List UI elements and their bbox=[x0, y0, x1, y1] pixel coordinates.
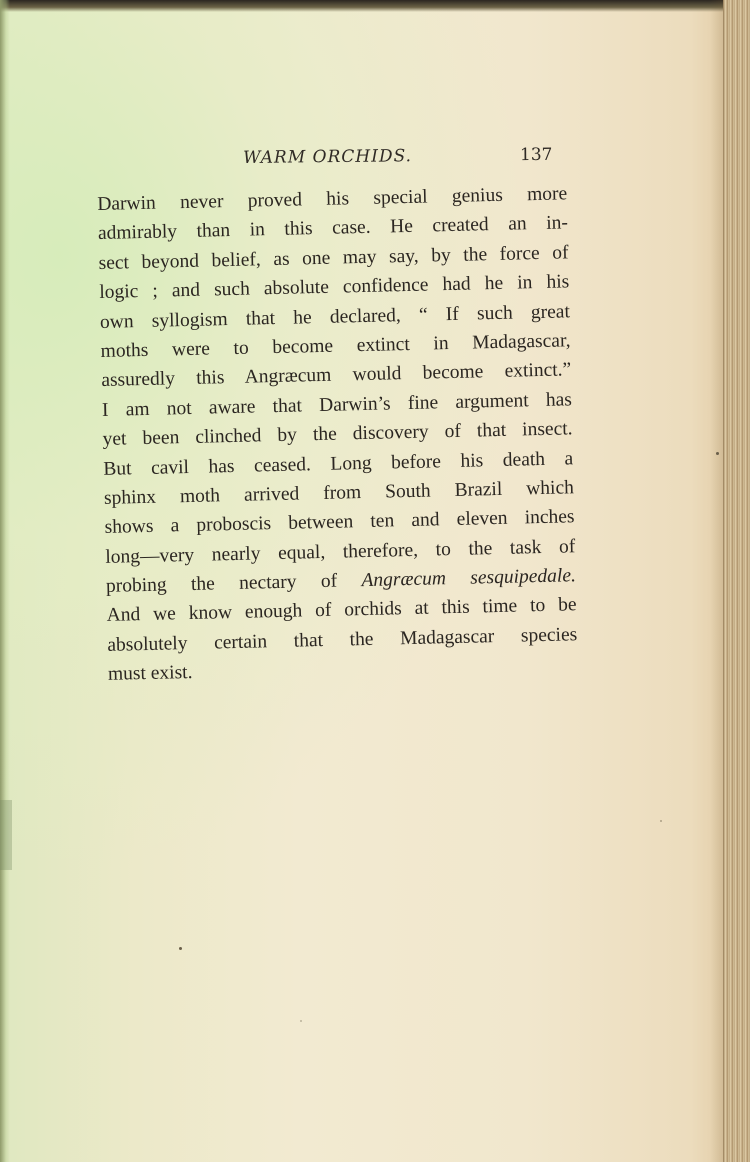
line-prefix: probing the nectary of bbox=[105, 570, 362, 597]
text-line: absolutely certain that the Madagascar species bbox=[107, 624, 578, 656]
text-line: And we know enough of orchids at this time to be bbox=[106, 594, 577, 627]
paper-speck bbox=[300, 1020, 302, 1022]
paper-speck bbox=[179, 947, 182, 950]
paper-speck bbox=[660, 820, 662, 822]
body-paragraph bbox=[97, 179, 578, 689]
page-gutter-shadow bbox=[0, 0, 10, 1162]
page-stain bbox=[0, 800, 12, 870]
text-line: shows a proboscis between ten and eleven inches bbox=[104, 506, 575, 539]
text-line: But cavil has ceased. Long before his death a bbox=[103, 447, 574, 480]
text-line: yet been clinched by the discovery of that insect. bbox=[102, 418, 573, 451]
paper-speck bbox=[716, 452, 719, 455]
page-curl-shadow bbox=[710, 0, 724, 1162]
running-head: WARM ORCHIDS. bbox=[243, 146, 413, 168]
text-line: I am not aware that Darwin’s fine argument has bbox=[101, 389, 573, 421]
text-line: assuredly this Angræcum would become extinct.” bbox=[101, 359, 572, 392]
page-number: 137 bbox=[519, 144, 553, 166]
text-line: admirably than in this case. He created an in- bbox=[97, 212, 569, 245]
text-line: must exist. bbox=[107, 662, 193, 686]
page-top-edge bbox=[0, 0, 750, 12]
text-line: Darwin never proved his special genius more bbox=[97, 183, 568, 215]
text-line: logic ; and such absolute confidence had he in his bbox=[99, 271, 570, 304]
text-line: long—very nearly equal, therefore, to the task of bbox=[105, 535, 576, 568]
text-line: own syllogism that he declared, “ If such great bbox=[99, 300, 571, 333]
text-line: sphinx moth arrived from South Brazil which bbox=[103, 477, 575, 509]
page-block-edge bbox=[723, 0, 750, 1162]
text-line: moths were to become extinct in Madagascar, bbox=[100, 330, 571, 362]
species-name: Angræcum sesquipedale. bbox=[361, 565, 577, 592]
text-line: sect beyond belief, as one may say, by the force of bbox=[98, 242, 569, 274]
